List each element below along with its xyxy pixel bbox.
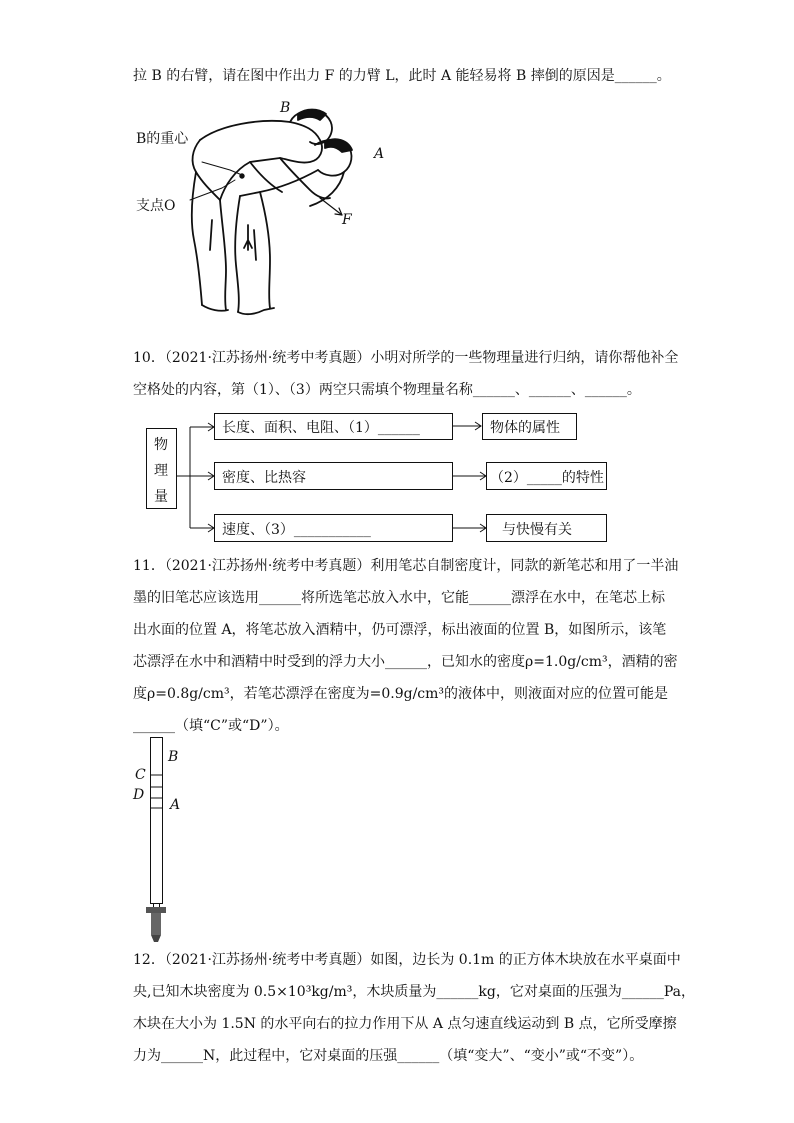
row3-right: 与快慢有关: [502, 522, 572, 538]
label-pen-D: D: [133, 787, 145, 803]
q11-text-line-3: 出水面的位置 A，将笔芯放入酒精中，仍可漂浮，标出液面的位置 B，如图所示，该笔: [133, 622, 667, 638]
pen-refill-figure: [130, 735, 190, 945]
root-char-3: 量: [154, 489, 168, 505]
physical-quantity-diagram: [146, 410, 616, 545]
label-pen-A: A: [170, 797, 181, 813]
q10-text-line-1: 10．（2021·江苏扬州·统考中考真题）小明对所学的一些物理量进行归纳，请你帮他补全: [133, 350, 679, 366]
q11-text-line-1: 11．（2021·江苏扬州·统考中考真题）利用笔芯自制密度计，同款的新笔芯和用了一半油: [133, 558, 679, 574]
label-fulcrum: 支点O: [136, 198, 176, 214]
row2-left: 密度、比热容: [222, 470, 306, 486]
label-F: F: [342, 212, 352, 228]
q10-text-line-2: 空格处的内容，第（1）、（3）两空只需填个物理量名称______、______、______。: [133, 382, 641, 398]
q11-text-line-4: 芯漂浮在水中和酒精中时受到的浮力大小______，已知水的密度ρ=1.0g/cm³，酒精的密: [133, 654, 678, 670]
label-B: B: [280, 100, 291, 116]
row1-right: 物体的属性: [490, 420, 560, 436]
q12-text-line-3: 木块在大小为 1.5N 的水平向右的拉力作用下从 A 点匀速直线运动到 B 点，它所受摩擦: [133, 1016, 677, 1032]
q11-text-line-5: 度ρ=0.8g/cm³，若笔芯漂浮在密度为=0.9g/cm³的液体中，则液面对应的位置可能是: [133, 686, 669, 702]
q12-text-line-4: 力为______N，此过程中，它对桌面的压强______（填“变大”、“变小”或“不变”）。: [133, 1048, 644, 1064]
q12-text-line-2: 央,已知木块密度为 0.5×10³kg/m³，木块质量为______kg，它对桌面的压强为______Pa，: [133, 984, 695, 1000]
q12-text-line-1: 12．（2021·江苏扬州·统考中考真题）如图，边长为 0.1m 的正方体木块放在水平桌面中: [133, 952, 681, 968]
root-char-2: 理: [154, 463, 168, 479]
row2-right: （2）_____的特性: [490, 470, 604, 486]
wrestlers-figure: [130, 100, 390, 320]
label-pen-B: B: [168, 749, 179, 765]
q11-text-line-2: 墨的旧笔芯应该选用______将所选笔芯放入水中，它能______漂浮在水中，在笔芯上标: [133, 590, 665, 606]
root-char-1: 物: [154, 437, 168, 453]
q9-text-line-1: 拉 B 的右臂，请在图中作出力 F 的力臂 L，此时 A 能轻易将 B 摔倒的原因是______。: [133, 68, 671, 84]
label-gravity-center: B的重心: [136, 131, 189, 147]
label-pen-C: C: [135, 767, 146, 783]
label-A: A: [374, 146, 385, 162]
row3-left: 速度、（3）___________: [222, 522, 371, 538]
q11-text-line-6: ______（填“C”或“D”）。: [133, 718, 289, 734]
row1-left: 长度、面积、电阻、（1）______: [222, 420, 420, 436]
